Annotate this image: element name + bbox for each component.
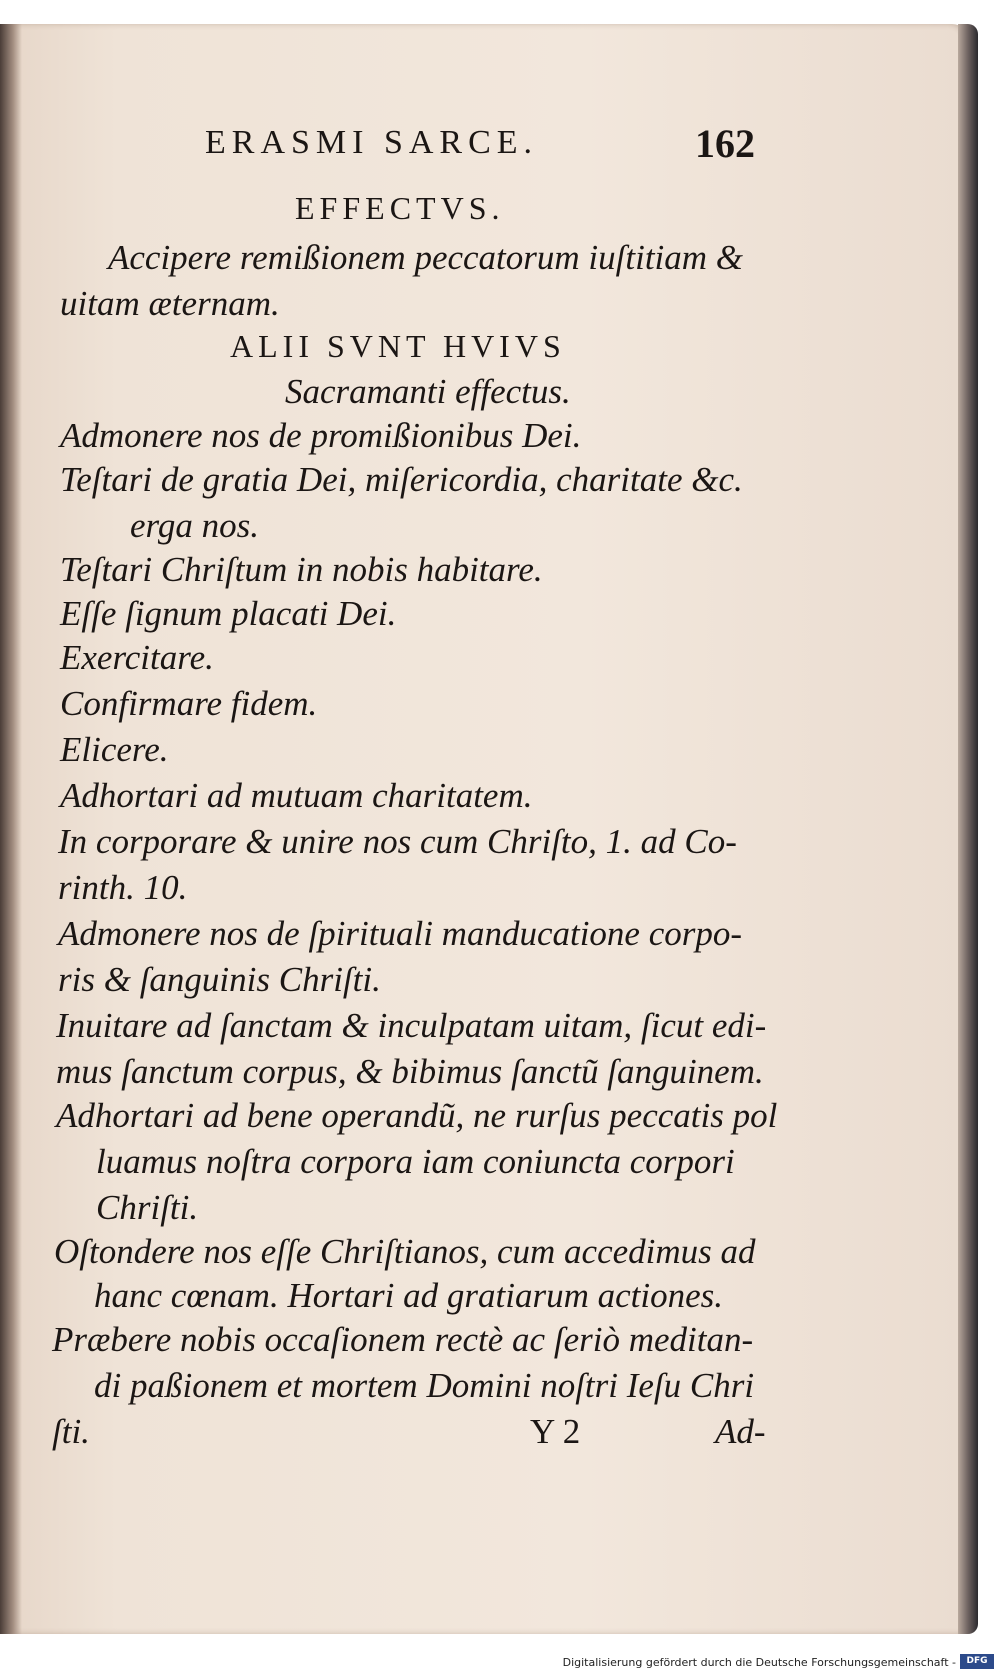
dfg-logo: DFG bbox=[960, 1654, 994, 1669]
running-title: ERASMI SARCE. bbox=[205, 124, 539, 161]
text-line: Eſſe ſignum placati Dei. bbox=[60, 594, 397, 633]
text-line: Exercitare. bbox=[60, 638, 214, 677]
text-line: ris & ſanguinis Chriſti. bbox=[58, 960, 381, 999]
text-line: rinth. 10. bbox=[58, 868, 188, 907]
text-line: mus ſanctum corpus, & bibimus ſanctũ ſanguinem. bbox=[56, 1052, 764, 1091]
text-line: In corporare & unire nos cum Chriſto, 1. ad Co- bbox=[58, 822, 737, 861]
text-line: Oſtondere nos eſſe Chriſtianos, cum accedimus ad bbox=[54, 1232, 756, 1271]
book-cover-edge bbox=[958, 24, 978, 1634]
text-line: Inuitare ad ſanctam & inculpatam uitam, ſicut edi- bbox=[56, 1006, 767, 1045]
section-subheading: Sacramanti effectus. bbox=[285, 372, 571, 411]
text-line: Adhortari ad bene operandũ, ne rurſus peccatis pol bbox=[56, 1096, 778, 1135]
text-line: Accipere remißionem peccatorum iuſtitiam & bbox=[108, 238, 744, 277]
text-line: erga nos. bbox=[130, 506, 259, 545]
text-line: Præbere nobis occaſionem rectè ac ſeriò meditan- bbox=[52, 1320, 754, 1359]
catchword: Ad- bbox=[715, 1412, 766, 1451]
text-line: Elicere. bbox=[60, 730, 169, 769]
text-line: hanc cœnam. Hortari ad gratiarum actiones. bbox=[94, 1276, 724, 1315]
text-line: Teſtari de gratia Dei, miſericordia, charitate &c. bbox=[60, 460, 743, 499]
section-heading: EFFECTVS. bbox=[295, 190, 505, 226]
text-line: di paßionem et mortem Domini noſtri Ieſu Chri bbox=[94, 1366, 755, 1405]
text-line: uitam æternam. bbox=[60, 284, 280, 323]
section-heading: ALII SVNT HVIVS bbox=[230, 328, 566, 364]
footer-credit: Digitalisierung gefördert durch die Deutsche Forschungsgemeinschaft - bbox=[562, 1656, 956, 1669]
text-line: Confirmare fidem. bbox=[60, 684, 318, 723]
text-line: Teſtari Chriſtum in nobis habitare. bbox=[60, 550, 543, 589]
text-line: luamus noſtra corpora iam coniuncta corpori bbox=[96, 1142, 735, 1181]
gutter-shadow bbox=[0, 24, 22, 1634]
text-line: Adhortari ad mutuam charitatem. bbox=[60, 776, 533, 815]
text-line: Chriſti. bbox=[96, 1188, 199, 1227]
text-line-end: ſti. bbox=[52, 1412, 90, 1451]
digitization-footer bbox=[0, 1648, 1000, 1676]
text-line: Admonere nos de promißionibus Dei. bbox=[60, 416, 582, 455]
signature-mark: Y 2 bbox=[530, 1412, 581, 1451]
page-number: 162 bbox=[695, 121, 755, 166]
text-line: Admonere nos de ſpirituali manducatione corpo- bbox=[58, 914, 743, 953]
